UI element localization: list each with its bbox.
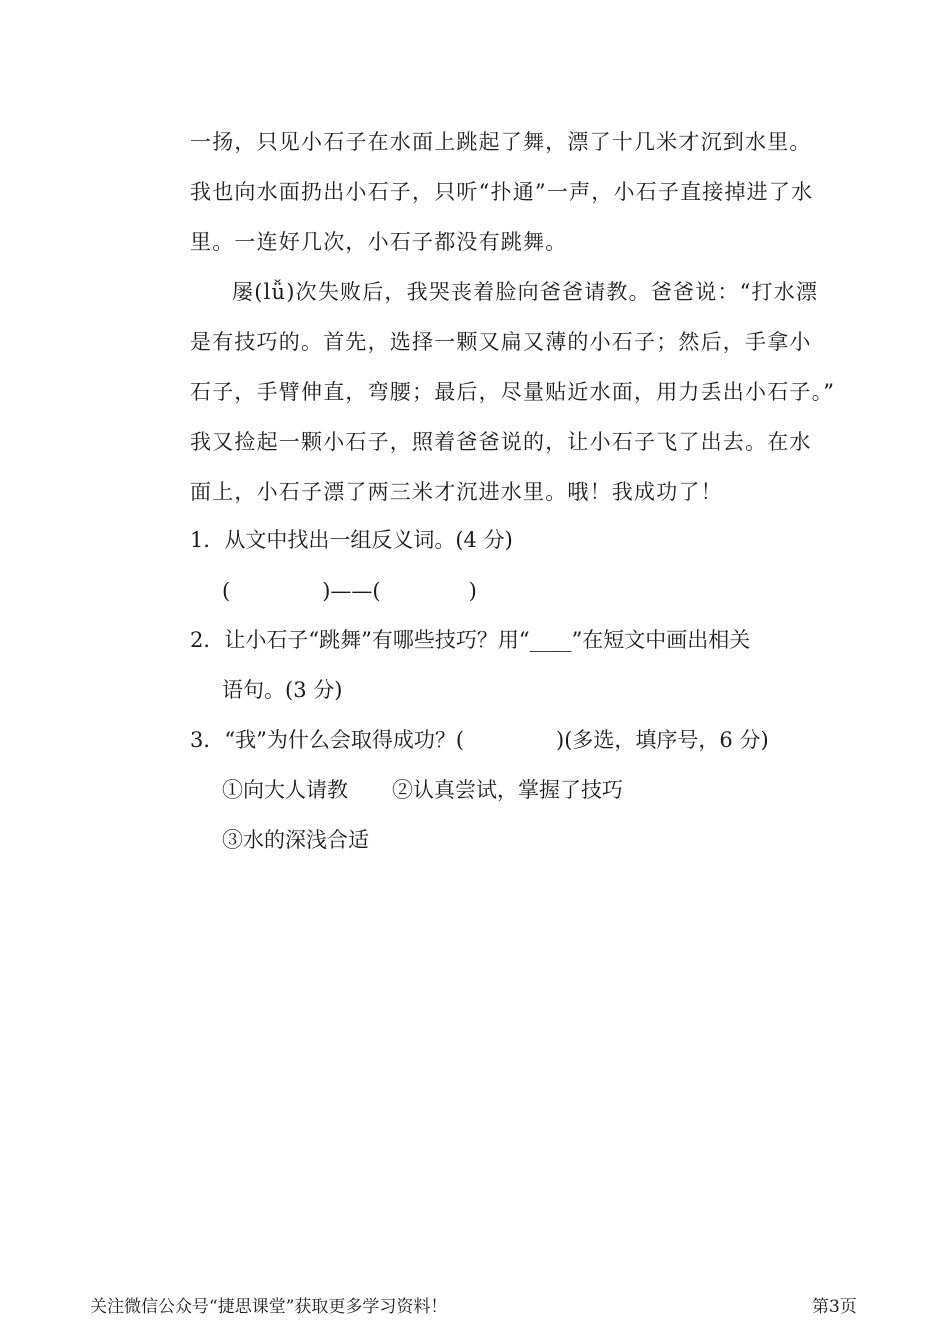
passage-line-8: 面上，小石子漂了两三米才沉进水里。哦！我成功了！ bbox=[190, 480, 723, 504]
question-3-option-3: ③水的深浅合适 bbox=[222, 828, 369, 852]
blank-left-paren: ( bbox=[222, 579, 231, 603]
page-number: 第3页 bbox=[812, 1297, 857, 1317]
passage-line-6: 石子，手臂伸直，弯腰；最后，尽量贴近水面，用力丢出小石子。” bbox=[190, 380, 836, 404]
passage-line-2: 我也向水面扔出小石子，只听“扑通”一声，小石子直接掉进了水 bbox=[190, 180, 814, 204]
question-3-option-2: ②认真尝试，掌握了技巧 bbox=[392, 778, 623, 802]
blank-right-paren: ) bbox=[468, 579, 477, 603]
question-3-instruction: )(多选，填序号，6 分) bbox=[556, 728, 769, 752]
question-3-options-row bbox=[222, 776, 623, 804]
question-2-continuation: 语句。(3 分) bbox=[222, 678, 343, 702]
passage-line-7: 我又捡起一颗小石子，照着爸爸说的，让小石子飞了出去。在水 bbox=[190, 430, 812, 454]
blank-mid-dash: )——( bbox=[322, 579, 381, 603]
question-1: 1．从文中找出一组反义词。(4 分) bbox=[190, 528, 513, 552]
question-3-text: 3．“我”为什么会取得成功？( bbox=[190, 728, 465, 752]
question-3-option-1: ①向大人请教 bbox=[222, 778, 348, 802]
passage-line-3: 里。一连好几次，小石子都没有跳舞。 bbox=[190, 230, 568, 254]
question-1-answer-blanks bbox=[222, 577, 477, 605]
passage-line-1: 一扬，只见小石子在水面上跳起了舞，漂了十几米才沉到水里。 bbox=[190, 130, 812, 154]
question-3 bbox=[190, 726, 769, 754]
passage-line-4: 屡(lǚ)次失败后，我哭丧着脸向爸爸请教。爸爸说：“打水漂 bbox=[232, 280, 819, 304]
footer-note: 关注微信公众号“捷思课堂”获取更多学习资料！ bbox=[90, 1297, 448, 1317]
passage-line-5: 是有技巧的。首先，选择一颗又扁又薄的小石子；然后，手拿小 bbox=[190, 330, 812, 354]
question-2: 2．让小石子“跳舞”有哪些技巧？用“____”在短文中画出相关 bbox=[190, 628, 751, 652]
